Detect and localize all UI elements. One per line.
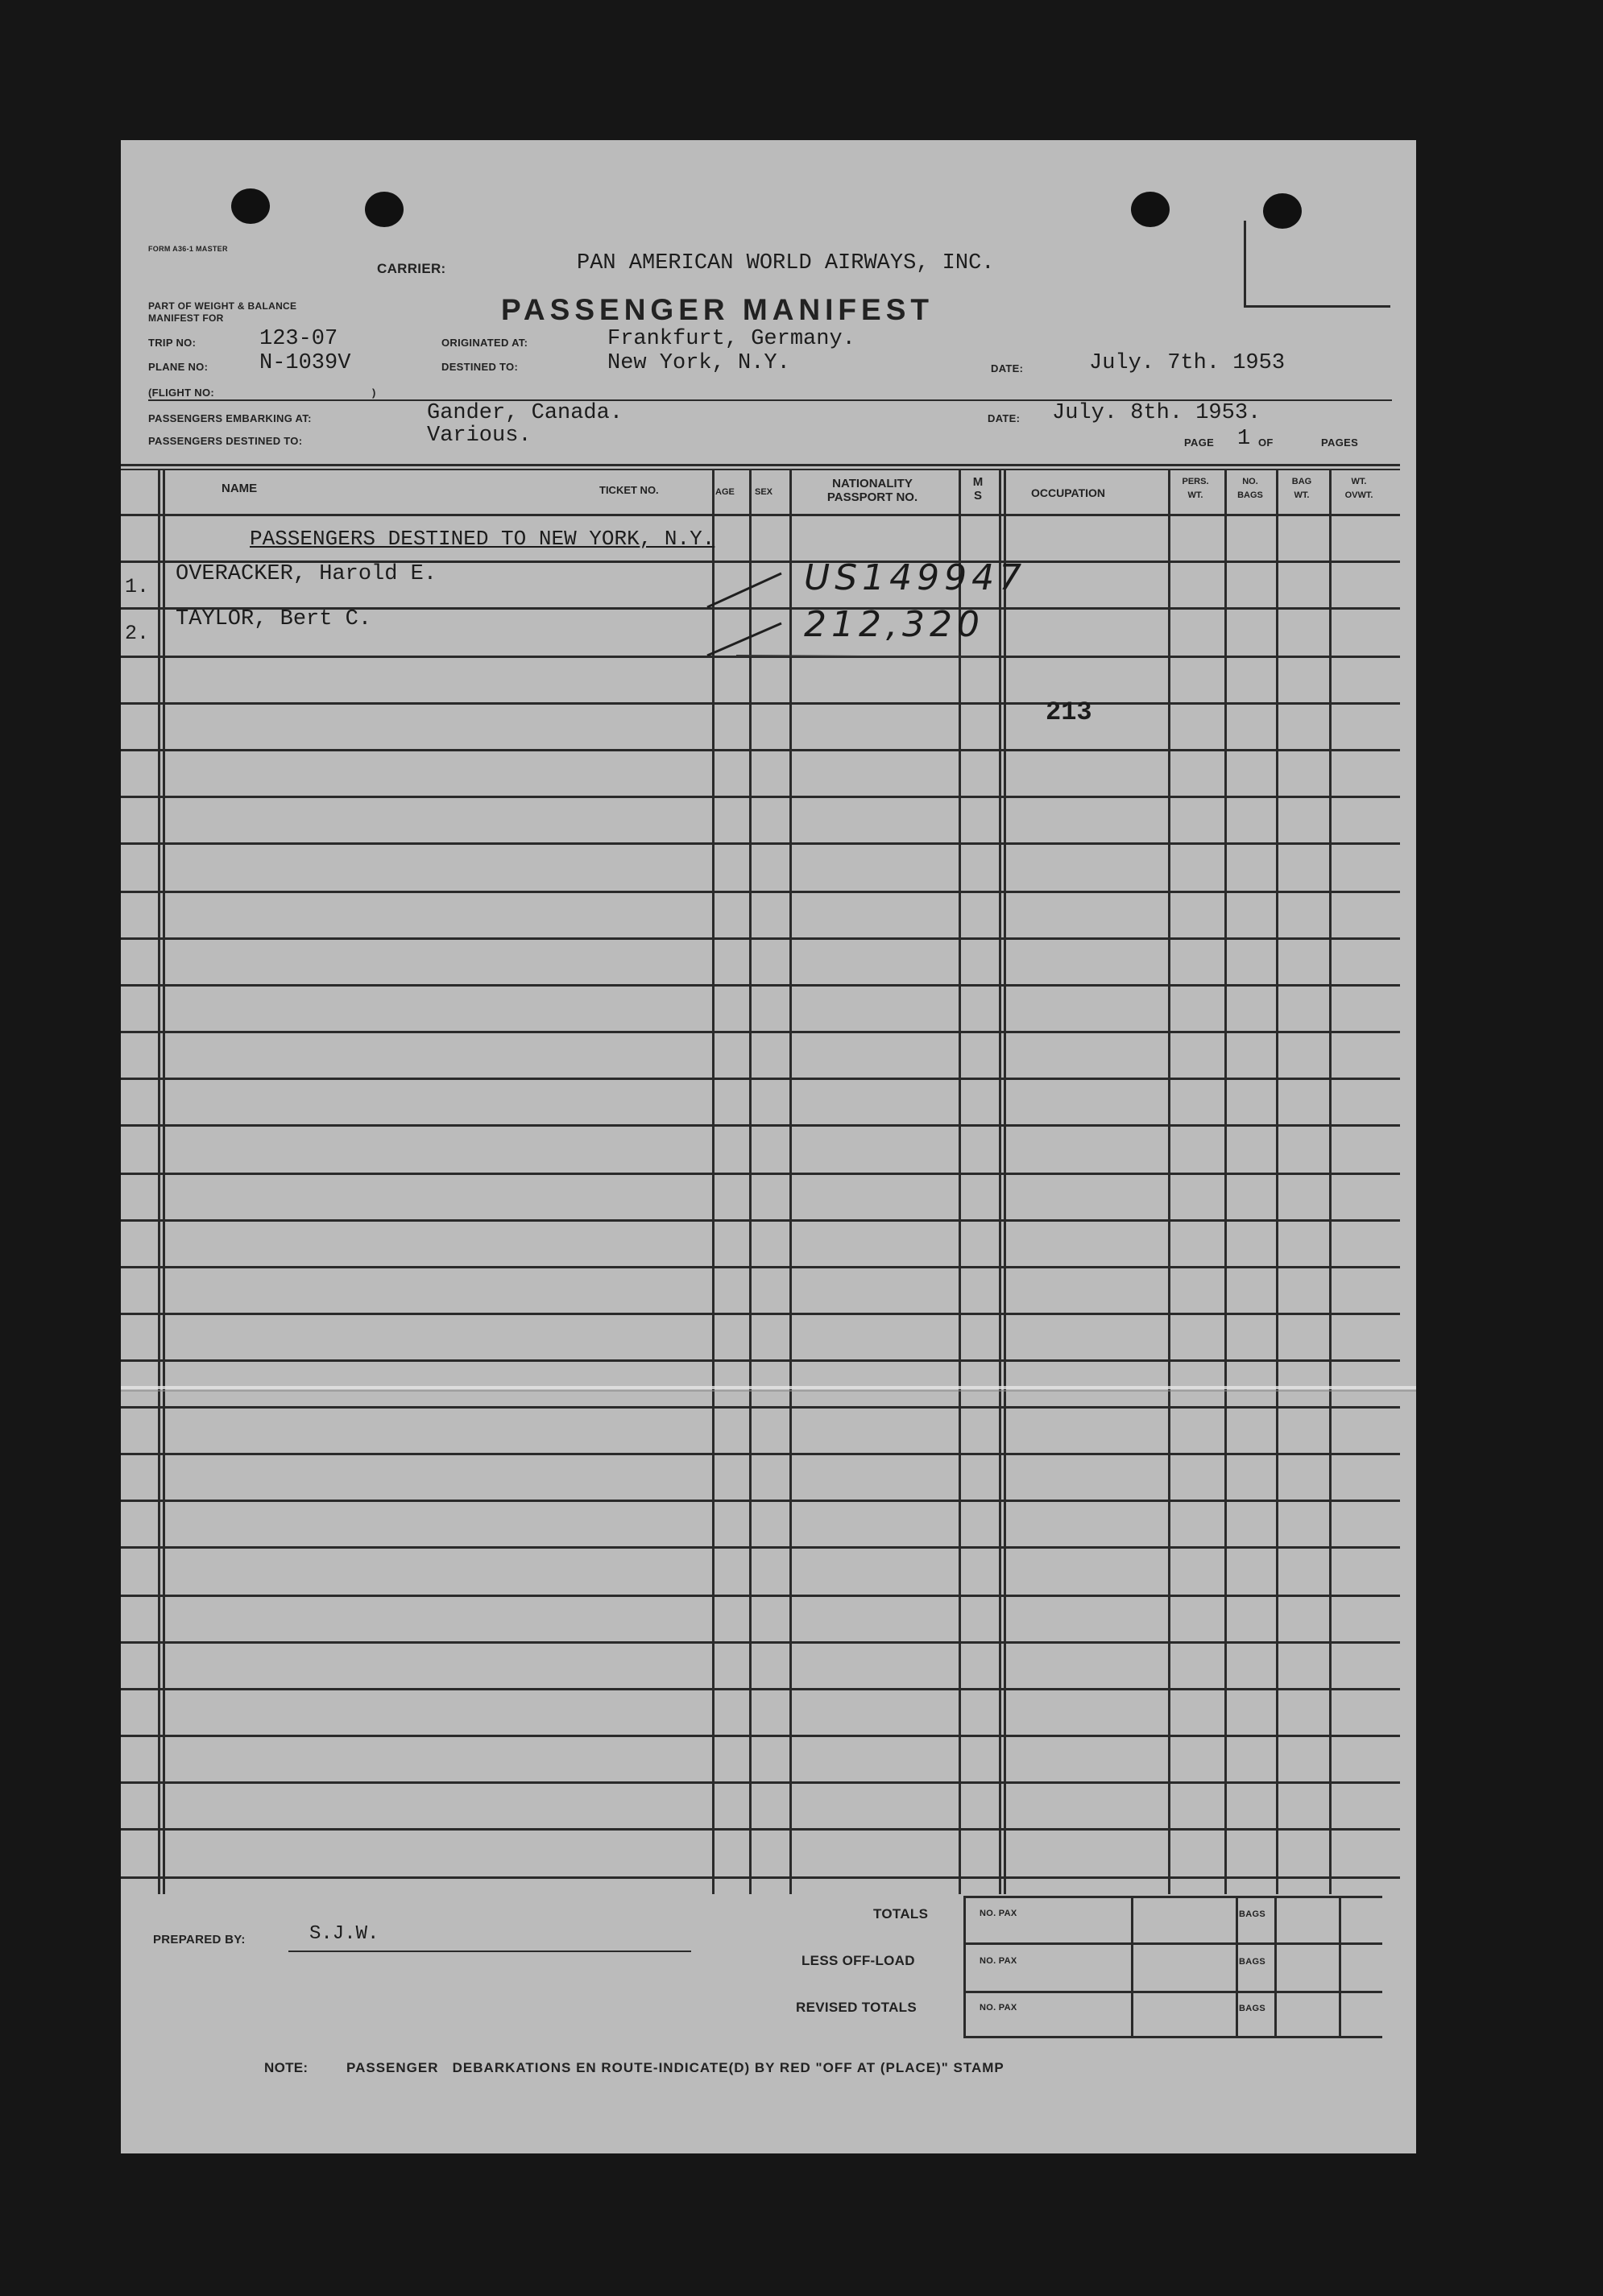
trip-label: TRIP NO: — [148, 337, 197, 349]
note-label: NOTE: — [264, 2060, 309, 2075]
destined-label: DESTINED TO: — [441, 361, 519, 373]
carrier-value: PAN AMERICAN WORLD AIRWAYS, INC. — [577, 251, 995, 275]
embarking-value: Gander, Canada. — [427, 401, 623, 425]
header-nationality: NATIONALITY PASSPORT NO. — [826, 477, 918, 504]
prepared-by-value: S.J.W. — [309, 1923, 379, 1945]
plane-value: N-1039V — [259, 351, 351, 375]
embark-date-label: DATE: — [988, 412, 1021, 424]
row-number: 1. — [125, 575, 150, 598]
embarking-label: PASSENGERS EMBARKING AT: — [148, 412, 312, 424]
fold-crease-shadow — [121, 1390, 1416, 1392]
page-label: PAGE — [1184, 436, 1215, 449]
of-label: OF — [1258, 436, 1274, 449]
flight-close: ) — [372, 387, 376, 399]
ditto-marks — [121, 140, 1416, 2153]
originated-label: ORIGINATED AT: — [441, 337, 528, 349]
header-sex: SEX — [755, 487, 773, 497]
row-number: 2. — [125, 622, 150, 645]
pages-label: PAGES — [1321, 436, 1359, 449]
trip-value: 123-07 — [259, 327, 338, 351]
pax-destined-label: PASSENGERS DESTINED TO: — [148, 435, 303, 447]
date-label: DATE: — [991, 362, 1024, 374]
date-value: July. 7th. 1953 — [1089, 351, 1286, 375]
bags-label: BAGS — [1239, 2004, 1265, 2013]
revised-totals-label: REVISED TOTALS — [796, 2000, 917, 2015]
passenger-name: OVERACKER, Harold E. — [176, 562, 437, 586]
no-pax-label: NO. PAX — [980, 2003, 1017, 2013]
fold-crease — [121, 1386, 1416, 1389]
header-no-bags: NO. BAGS — [1237, 477, 1263, 500]
note-text: PASSENGER DEBARKATIONS EN ROUTE-INDICATE(D) BY RED "OFF AT (PLACE)" STAMP — [346, 2060, 1004, 2075]
embark-date-value: July. 8th. 1953. — [1052, 401, 1261, 425]
header-age: AGE — [715, 487, 735, 497]
manifest-for-label: MANIFEST FOR — [148, 312, 224, 324]
header-occupation: OCCUPATION — [1031, 486, 1106, 499]
prepared-by-label: PREPARED BY: — [153, 1933, 246, 1946]
passenger-name: TAYLOR, Bert C. — [176, 607, 372, 631]
header-pers-wt: PERS. WT. — [1182, 477, 1209, 500]
less-offload-label: LESS OFF-LOAD — [802, 1953, 915, 1968]
section-heading: PASSENGERS DESTINED TO NEW YORK, N.Y. — [250, 527, 715, 551]
occupation-note: 213 — [1046, 697, 1092, 727]
passport-number: 212,320 — [804, 604, 984, 645]
destined-value: New York, N.Y. — [607, 351, 790, 375]
prepared-by-line — [288, 1951, 691, 1952]
bags-label: BAGS — [1239, 1957, 1265, 1967]
form-number: FORM A36-1 MASTER — [148, 245, 228, 253]
totals-label: TOTALS — [873, 1906, 929, 1922]
header-overweight: WT. OVWT. — [1344, 477, 1373, 500]
header-name: NAME — [222, 482, 258, 495]
pax-destined-value: Various. — [427, 424, 532, 448]
passport-number: US149947 — [804, 557, 1027, 598]
header-bag-wt: BAG WT. — [1291, 477, 1312, 500]
no-pax-label: NO. PAX — [980, 1909, 1017, 1918]
part-of-label: PART OF WEIGHT & BALANCE — [148, 300, 297, 312]
page-number: 1 — [1237, 427, 1251, 451]
originated-value: Frankfurt, Germany. — [607, 327, 855, 351]
header-ticket: TICKET NO. — [599, 484, 659, 496]
bags-label: BAGS — [1239, 1909, 1265, 1919]
page-title: PASSENGER MANIFEST — [501, 293, 934, 326]
flight-label: (FLIGHT NO: — [148, 387, 215, 399]
no-pax-label: NO. PAX — [980, 1956, 1017, 1966]
header-marital: M S — [972, 475, 984, 503]
manifest-sheet — [121, 140, 1416, 2153]
carrier-label: CARRIER: — [377, 261, 446, 276]
plane-label: PLANE NO: — [148, 361, 209, 373]
